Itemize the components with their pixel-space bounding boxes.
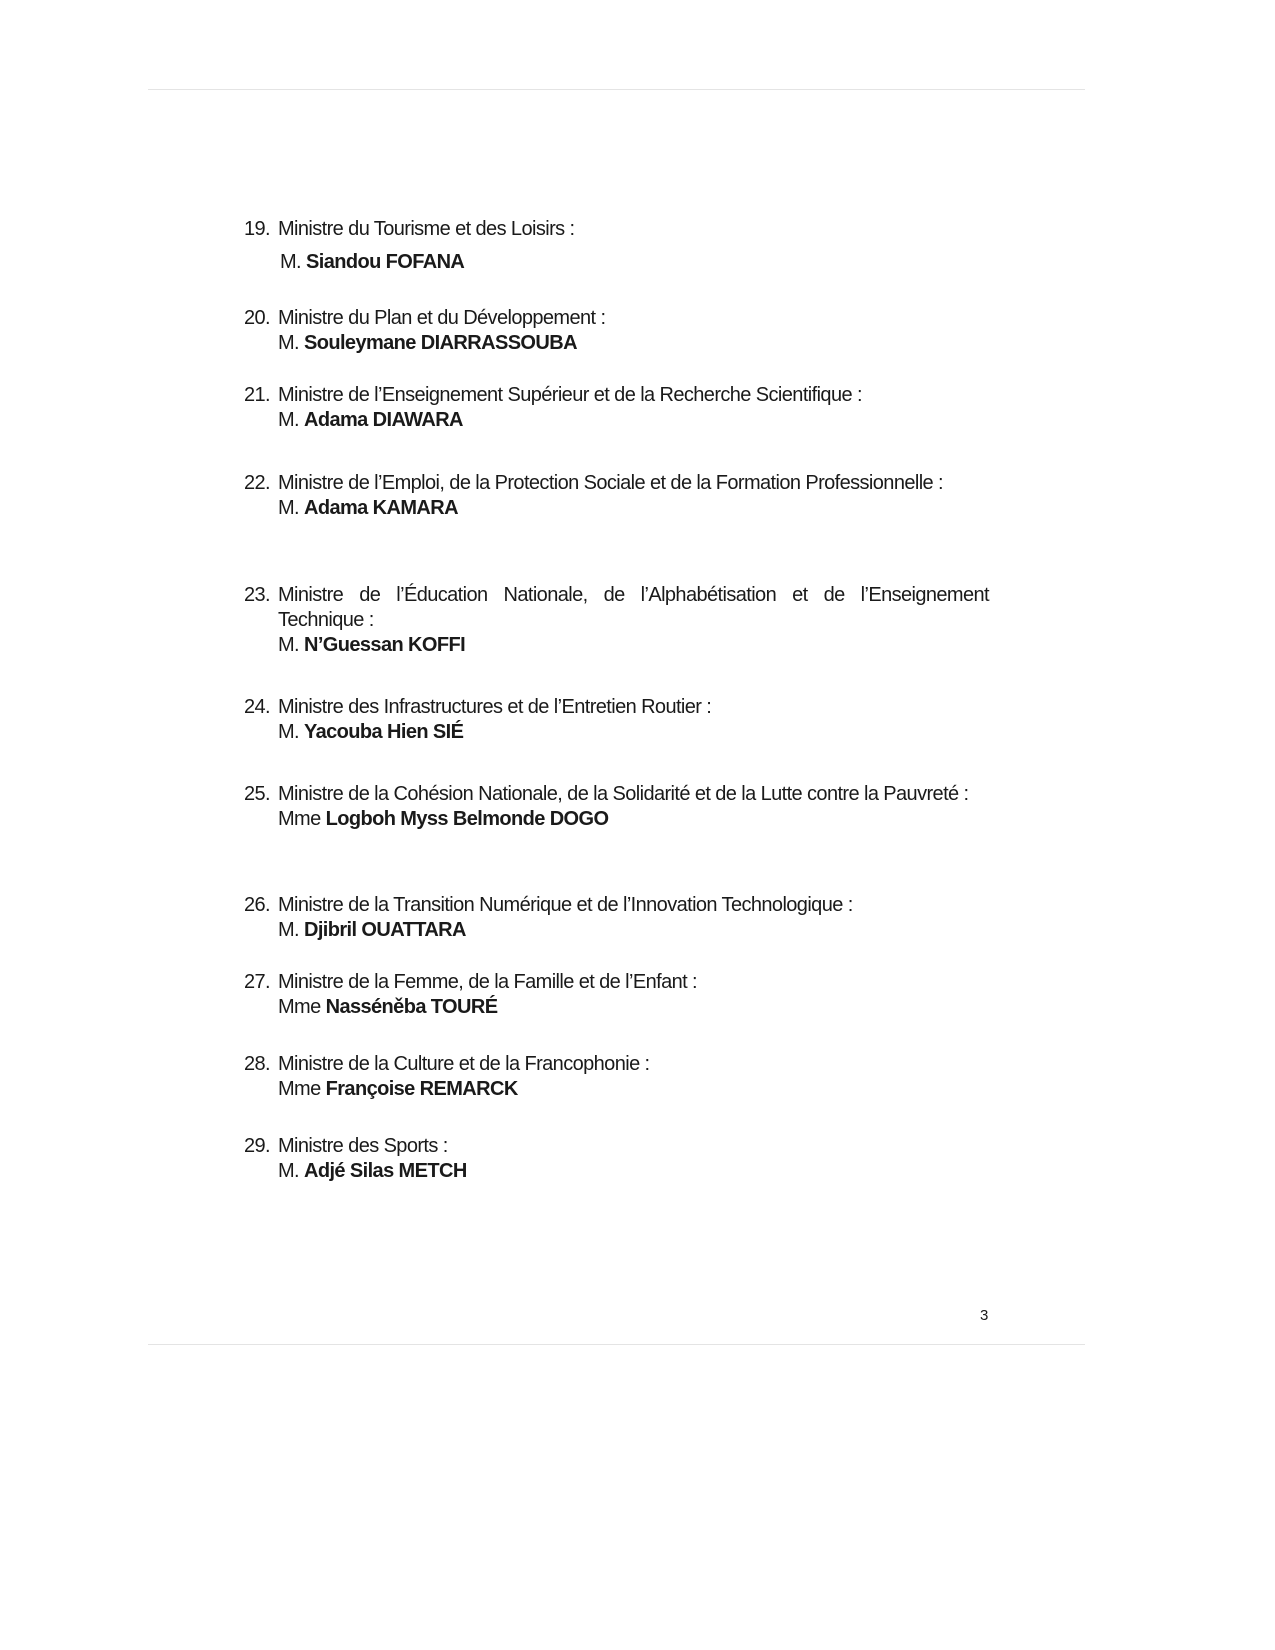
item-number: 25.	[244, 783, 271, 805]
minister-name	[278, 1077, 989, 1102]
minister-fullname: Souleymane DIARRASSOUBA	[304, 332, 577, 354]
list-item	[244, 306, 989, 356]
minister-name	[280, 250, 989, 275]
ministry-title: Ministre de l’Éducation Nationale, de l’Alphabétisation et de l’Enseignement Technique :	[278, 584, 989, 631]
honorific: M.	[278, 332, 300, 354]
list-item	[244, 1134, 989, 1184]
minister-name	[278, 995, 989, 1020]
item-number: 19.	[244, 218, 271, 240]
list-item	[244, 782, 989, 832]
list-item	[244, 695, 989, 745]
honorific: M.	[278, 634, 300, 656]
honorific: M.	[278, 1160, 300, 1182]
ministry-title: Ministre de l’Emploi, de la Protection Sociale et de la Formation Professionnelle :	[278, 472, 943, 494]
list-item	[244, 583, 989, 658]
ministry-title: Ministre des Infrastructures et de l’Entretien Routier :	[278, 696, 712, 718]
honorific: Mme	[278, 808, 321, 830]
honorific: M.	[278, 409, 300, 431]
item-number: 24.	[244, 696, 271, 718]
list-item	[244, 893, 989, 943]
minister-name	[278, 408, 989, 433]
ministry-title: Ministre de la Transition Numérique et de l’Innovation Technologique :	[278, 894, 853, 916]
item-number: 29.	[244, 1135, 271, 1157]
minister-fullname: Adjé Silas METCH	[304, 1160, 467, 1182]
ministry-title: Ministre des Sports :	[278, 1135, 448, 1157]
list-item	[244, 217, 989, 275]
honorific: M.	[278, 497, 300, 519]
minister-fullname: Nasséněba TOURÉ	[325, 996, 498, 1018]
item-number: 21.	[244, 384, 271, 406]
minister-name	[278, 496, 989, 521]
honorific: Mme	[278, 1078, 321, 1100]
minister-name	[278, 331, 989, 356]
ministry-title: Ministre de la Cohésion Nationale, de la Solidarité et de la Lutte contre la Pauvreté :	[278, 783, 969, 805]
honorific: M.	[278, 919, 300, 941]
minister-name	[278, 1159, 989, 1184]
item-number: 27.	[244, 971, 271, 993]
ministry-title: Ministre du Plan et du Développement :	[278, 307, 606, 329]
ministry-title: Ministre de la Culture et de la Francophonie :	[278, 1053, 650, 1075]
minister-fullname: N’Guessan KOFFI	[304, 634, 466, 656]
item-number: 28.	[244, 1053, 271, 1075]
list-item	[244, 471, 989, 521]
honorific: M.	[280, 251, 302, 273]
bottom-page-border	[148, 1344, 1085, 1345]
minister-fullname: Djibril OUATTARA	[304, 919, 466, 941]
minister-name	[278, 918, 989, 943]
top-page-border	[148, 89, 1085, 90]
minister-fullname: Yacouba Hien SIÉ	[304, 721, 464, 743]
page-number: 3	[980, 1307, 989, 1324]
minister-fullname: Adama DIAWARA	[304, 409, 463, 431]
minister-name	[278, 807, 989, 832]
item-number: 26.	[244, 894, 271, 916]
ministry-title: Ministre de la Femme, de la Famille et de l’Enfant :	[278, 971, 697, 993]
ministry-title: Ministre de l’Enseignement Supérieur et de la Recherche Scientifique :	[278, 384, 862, 406]
list-item	[244, 383, 989, 433]
item-number: 22.	[244, 472, 271, 494]
item-number: 20.	[244, 307, 271, 329]
minister-fullname: Siandou FOFANA	[306, 251, 465, 273]
minister-name	[278, 720, 989, 745]
list-item	[244, 970, 989, 1020]
minister-fullname: Logboh Myss Belmonde DOGO	[325, 808, 609, 830]
ministry-title: Ministre du Tourisme et des Loisirs :	[278, 218, 575, 240]
item-number: 23.	[244, 584, 271, 606]
minister-name	[278, 633, 989, 658]
list-item	[244, 1052, 989, 1102]
honorific: M.	[278, 721, 300, 743]
honorific: Mme	[278, 996, 321, 1018]
minister-fullname: Adama KAMARA	[304, 497, 458, 519]
minister-fullname: Françoise REMARCK	[325, 1078, 518, 1100]
